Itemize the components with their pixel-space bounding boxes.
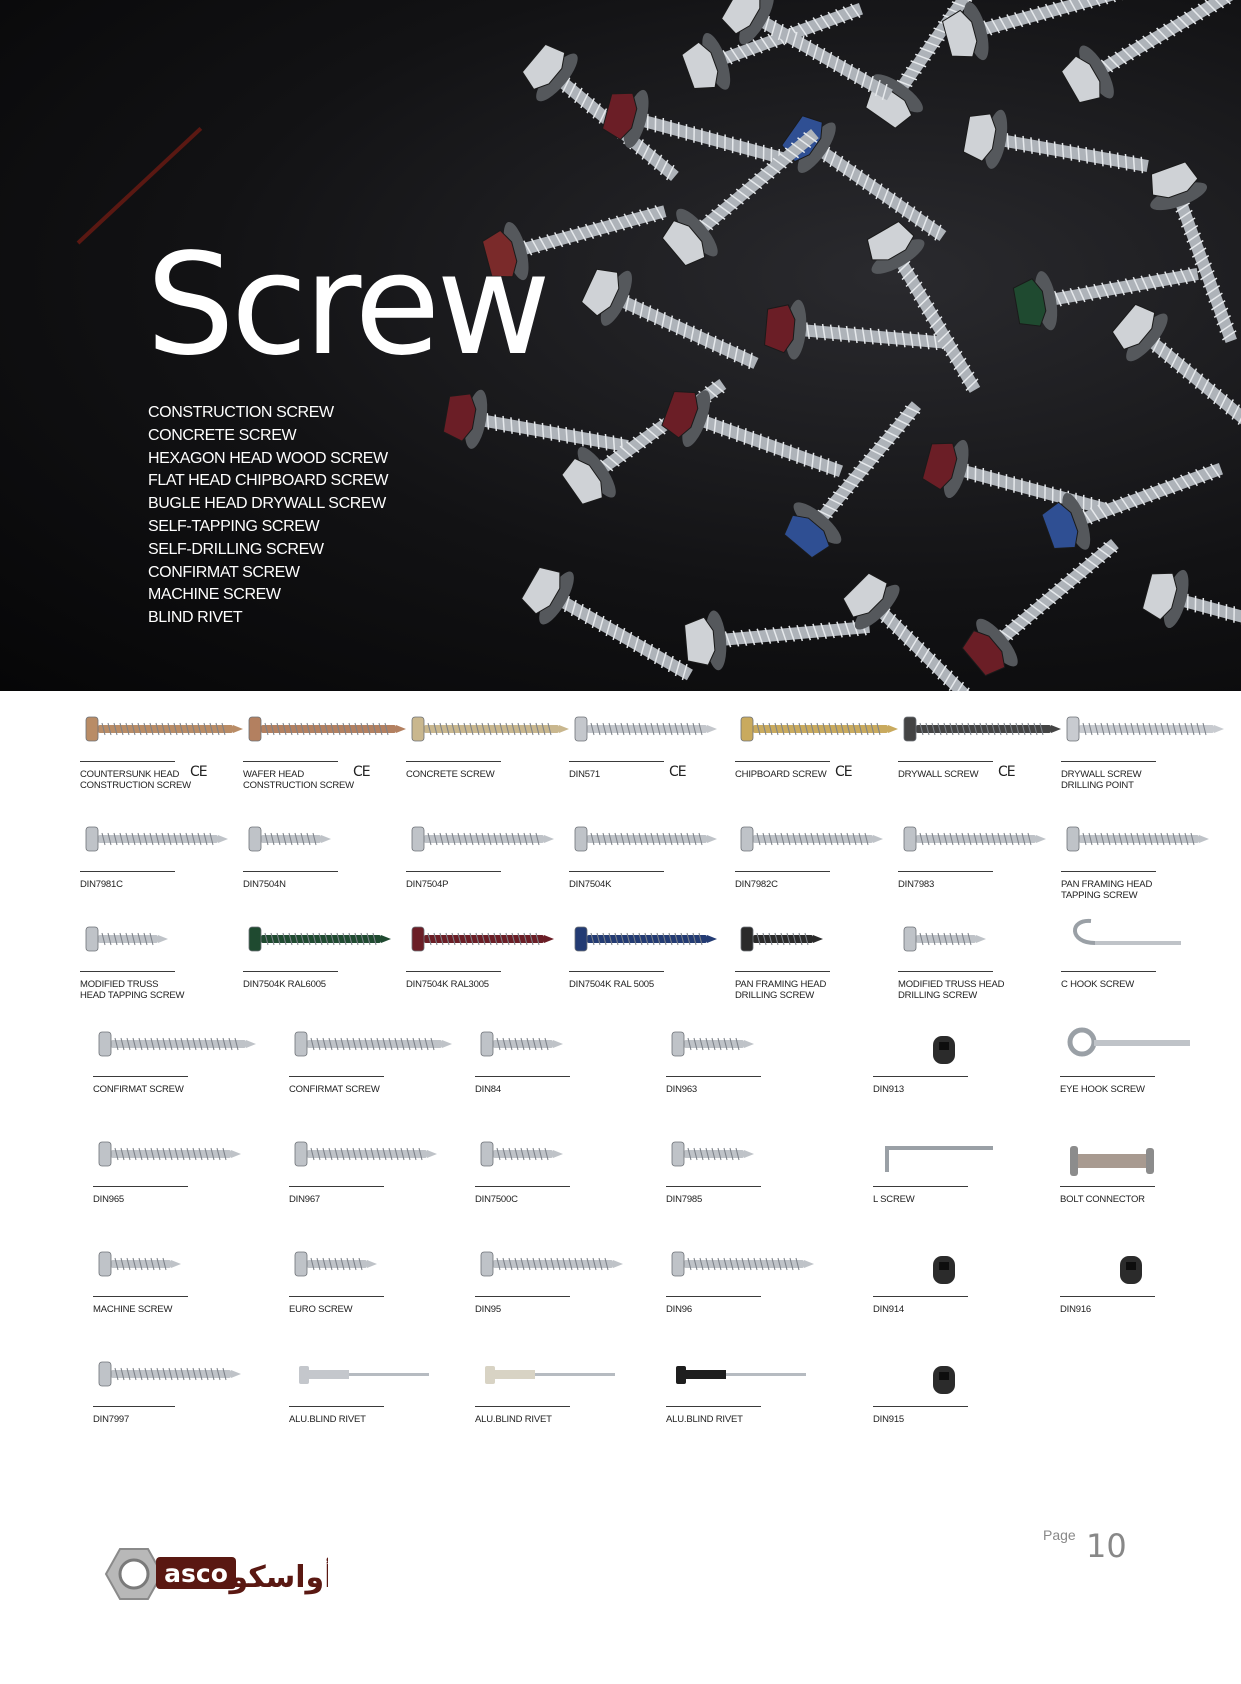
countersunk-machine-screw-icon (666, 1026, 816, 1072)
hero-screw (955, 521, 1135, 685)
product-label (406, 979, 556, 990)
product-label-text: DIN7504N (243, 879, 286, 890)
product-divider (475, 1406, 570, 1407)
product-label (406, 879, 556, 890)
confirmat-screw-icon (93, 1026, 243, 1072)
product-label-text: CONFIRMAT SCREW (93, 1084, 184, 1095)
product-divider (666, 1076, 761, 1077)
category-item: CONFIRMAT SCREW (148, 563, 300, 581)
product-grid (0, 691, 1241, 1511)
product-label (873, 1194, 1023, 1205)
thread-forming-screw-icon (475, 1136, 625, 1182)
product-label-text: DIN915 (873, 1414, 905, 1425)
bolt-connector-icon (1060, 1136, 1210, 1182)
product-divider (666, 1406, 761, 1407)
product-label-text: DIN96 (666, 1304, 692, 1315)
asco-logo (98, 1541, 328, 1607)
product-item (243, 711, 393, 791)
product-item (289, 1136, 439, 1205)
product-label-text: DIN7500C (475, 1194, 518, 1205)
product-item (898, 821, 1048, 890)
product-label-text: DIN7504P (406, 879, 449, 890)
product-label-text: CONFIRMAT SCREW (289, 1084, 380, 1095)
wafer-head-screw-icon (243, 711, 393, 757)
product-item (289, 1246, 439, 1315)
product-label (93, 1414, 243, 1425)
product-item (406, 711, 556, 780)
red-roofing-screw-icon (406, 921, 556, 967)
product-divider (93, 1076, 188, 1077)
product-divider (289, 1406, 384, 1407)
product-item (93, 1136, 243, 1205)
product-divider (898, 871, 993, 872)
product-label-text: DIN95 (475, 1304, 501, 1315)
hero-screw (516, 557, 705, 691)
product-divider (93, 1406, 175, 1407)
product-label-text: DRYWALL SCREW (898, 769, 979, 780)
category-item: CONCRETE SCREW (148, 426, 297, 444)
product-item (93, 1026, 243, 1095)
product-item (1061, 821, 1211, 901)
product-item (243, 821, 393, 890)
product-divider (569, 871, 664, 872)
hero-banner (0, 0, 1241, 691)
pan-drilling-screw-icon (243, 821, 393, 867)
product-label (475, 1304, 625, 1315)
product-label (666, 1304, 816, 1315)
product-item (1060, 1246, 1210, 1315)
green-roofing-screw-icon (243, 921, 393, 967)
product-divider (735, 871, 830, 872)
raised-countersunk-wood-screw-icon (93, 1356, 243, 1402)
product-item (406, 921, 556, 990)
product-label (569, 979, 719, 990)
product-label (289, 1414, 439, 1425)
white-blind-rivet-icon (475, 1356, 625, 1402)
brand-latin: asco (164, 1559, 228, 1588)
product-label (243, 879, 393, 890)
hero-screw (857, 216, 1001, 405)
hero-screw (775, 386, 939, 566)
product-label-text: DIN7504K RAL 5005 (569, 979, 654, 990)
product-divider (569, 761, 664, 762)
product-item (93, 1356, 243, 1425)
product-divider (289, 1186, 384, 1187)
product-label-text: MACHINE SCREW (93, 1304, 173, 1315)
product-item (873, 1136, 1023, 1205)
hex-drilling-screw-icon (569, 821, 719, 867)
product-item (898, 921, 1048, 1001)
product-item (80, 921, 230, 1001)
product-label-text: C HOOK SCREW (1061, 979, 1135, 990)
product-item (873, 1026, 1023, 1095)
product-label-text: DIN967 (289, 1194, 321, 1205)
raised-countersunk-wood-screw-icon (475, 1246, 625, 1292)
product-item (289, 1026, 439, 1095)
product-label (898, 764, 1048, 780)
product-divider (243, 971, 338, 972)
cup-point-set-screw-icon (1060, 1246, 1210, 1292)
product-label-text: DIN7504K RAL6005 (243, 979, 326, 990)
product-item (569, 921, 719, 990)
product-item (80, 821, 230, 890)
hero-screw (1011, 244, 1203, 335)
dog-point-set-screw-icon (873, 1356, 1023, 1402)
product-label-text: BOLT CONNECTOR (1060, 1194, 1145, 1205)
product-label (569, 764, 719, 780)
category-item: FLAT HEAD CHIPBOARD SCREW (148, 472, 389, 490)
product-label-text: ALU.BLIND RIVET (666, 1414, 743, 1425)
black-blind-rivet-icon (666, 1356, 816, 1402)
round-head-wood-screw-icon (666, 1246, 816, 1292)
product-divider (475, 1076, 570, 1077)
product-item (735, 711, 885, 780)
product-divider (873, 1406, 968, 1407)
product-divider (93, 1296, 188, 1297)
cone-point-set-screw-icon (873, 1246, 1023, 1292)
product-divider (1061, 761, 1156, 762)
product-label (243, 764, 393, 791)
product-label (93, 1084, 243, 1095)
product-label-text: DIN7504K RAL3005 (406, 979, 489, 990)
product-label (666, 1084, 816, 1095)
product-item (93, 1246, 243, 1315)
product-item (735, 821, 885, 890)
product-divider (243, 761, 338, 762)
product-divider (1061, 971, 1156, 972)
product-item (735, 921, 885, 1001)
truss-tapping-screw-icon (80, 921, 230, 967)
product-item (666, 1136, 816, 1205)
product-label-text: DIN914 (873, 1304, 905, 1315)
countersunk-tapping-screw-icon (735, 821, 885, 867)
hero-screw (658, 380, 851, 499)
pan-machine-screw-icon (666, 1136, 816, 1182)
countersunk-construction-screw-icon (80, 711, 230, 757)
product-divider (898, 761, 993, 762)
category-item: SELF-DRILLING SCREW (148, 540, 324, 558)
product-label-text: DIN571 (569, 769, 601, 780)
product-item (1060, 1136, 1210, 1205)
product-divider (289, 1296, 384, 1297)
product-label (80, 764, 230, 791)
product-divider (80, 971, 175, 972)
product-label-text: DIN963 (666, 1084, 698, 1095)
product-item (475, 1356, 625, 1425)
black-pan-drilling-screw-icon (735, 921, 885, 967)
product-item (289, 1356, 439, 1425)
product-item (1061, 711, 1211, 791)
product-divider (1060, 1076, 1155, 1077)
product-label-text: WAFER HEAD CONSTRUCTION SCREW (243, 769, 354, 791)
product-label (406, 769, 556, 780)
product-label-text: CHIPBOARD SCREW (735, 769, 827, 780)
product-label-text: ALU.BLIND RIVET (289, 1414, 366, 1425)
product-item (1060, 1026, 1210, 1095)
product-divider (666, 1186, 761, 1187)
hero-screw (1139, 562, 1241, 668)
product-label (475, 1414, 625, 1425)
hero-screw (684, 597, 873, 673)
hero-screw (939, 0, 1132, 68)
product-label-text: DIN913 (873, 1084, 905, 1095)
product-label (1061, 769, 1211, 791)
product-label (873, 1304, 1023, 1315)
product-divider (475, 1296, 570, 1297)
category-item: BUGLE HEAD DRYWALL SCREW (148, 495, 386, 513)
product-divider (289, 1076, 384, 1077)
product-item (406, 821, 556, 890)
product-divider (243, 871, 338, 872)
product-item (475, 1026, 625, 1095)
product-divider (898, 971, 993, 972)
product-divider (666, 1296, 761, 1297)
category-item: BLIND RIVET (148, 609, 243, 627)
product-label-text: CONCRETE SCREW (406, 769, 495, 780)
ce-mark: CE (353, 764, 370, 780)
page-number: 10 (1086, 1527, 1127, 1565)
ce-mark: CE (190, 764, 207, 780)
product-label-text: DIN7981C (80, 879, 123, 890)
product-label-text: COUNTERSUNK HEAD CONSTRUCTION SCREW (80, 769, 191, 791)
product-label-text: MODIFIED TRUSS HEAD DRILLING SCREW (898, 979, 1005, 1001)
product-divider (80, 871, 175, 872)
hero-screw (1038, 441, 1231, 560)
product-label-text: PAN FRAMING HEAD TAPPING SCREW (1061, 879, 1153, 901)
product-divider (735, 761, 830, 762)
ce-mark: CE (998, 764, 1015, 780)
product-label (666, 1414, 816, 1425)
blind-rivet-icon (289, 1356, 439, 1402)
product-item (873, 1246, 1023, 1315)
product-label (93, 1304, 243, 1315)
product-divider (735, 971, 830, 972)
product-item (1061, 921, 1211, 990)
product-divider (1060, 1296, 1155, 1297)
product-label-text: DIN916 (1060, 1304, 1092, 1315)
eye-hook-screw-icon (1060, 1026, 1210, 1072)
product-divider (475, 1186, 570, 1187)
product-label-text: EYE HOOK SCREW (1060, 1084, 1145, 1095)
cheese-head-screw-icon (475, 1026, 625, 1072)
product-label (898, 879, 1048, 890)
product-label (1061, 979, 1211, 990)
hero-screw (961, 105, 1153, 196)
pan-framing-tapping-screw-icon (1061, 821, 1211, 867)
product-label (1060, 1304, 1210, 1315)
countersunk-drilling-screw-icon (406, 821, 556, 867)
hero-screw (1056, 0, 1241, 113)
l-screw-icon (873, 1136, 1023, 1182)
product-item (569, 821, 719, 890)
product-label-text: DIN7997 (93, 1414, 130, 1425)
product-label-text: DIN7983 (898, 879, 935, 890)
c-hook-screw-icon (1061, 921, 1211, 967)
product-label (93, 1194, 243, 1205)
category-item: CONSTRUCTION SCREW (148, 404, 334, 421)
pan-tapping-screw-icon (80, 821, 230, 867)
product-divider (569, 971, 664, 972)
product-label (243, 979, 393, 990)
confirmat-screw-icon (289, 1026, 439, 1072)
product-divider (80, 761, 175, 762)
truss-drilling-screw-icon (898, 921, 1048, 967)
brand-arabic: أواسكو (229, 1560, 328, 1595)
set-screw-icon (873, 1026, 1023, 1072)
chipboard-screw-icon (735, 711, 885, 757)
machine-screw-icon (93, 1246, 243, 1292)
product-item (475, 1246, 625, 1315)
category-item: HEXAGON HEAD WOOD SCREW (148, 449, 388, 467)
pan-collar-screw-icon (289, 1136, 439, 1182)
hex-nut-logo-icon (98, 1541, 328, 1607)
ce-mark: CE (835, 764, 852, 780)
hero-screw (577, 258, 769, 390)
product-divider (1061, 871, 1156, 872)
product-label-text: EURO SCREW (289, 1304, 353, 1315)
hero-screw (775, 106, 960, 261)
product-item (666, 1026, 816, 1095)
product-label (1060, 1084, 1210, 1095)
product-item (569, 711, 719, 780)
hex-head-wood-screw-icon (569, 711, 719, 757)
product-label (1060, 1194, 1210, 1205)
hero-screw (678, 0, 871, 100)
category-item: SELF-TAPPING SCREW (148, 517, 320, 535)
product-label-text: PAN FRAMING HEAD DRILLING SCREW (735, 979, 827, 1001)
product-label (289, 1084, 439, 1095)
product-label (873, 1414, 1023, 1425)
product-item (475, 1136, 625, 1205)
product-label (475, 1194, 625, 1205)
drywall-screw-icon (898, 711, 1048, 757)
category-list (148, 402, 388, 630)
ce-mark: CE (669, 764, 686, 780)
product-label-text: DIN7982C (735, 879, 778, 890)
product-label (735, 879, 885, 890)
product-divider (93, 1186, 188, 1187)
product-label-text: DIN7504K (569, 879, 612, 890)
product-label (569, 879, 719, 890)
product-divider (406, 871, 501, 872)
product-label-text: MODIFIED TRUSS HEAD TAPPING SCREW (80, 979, 185, 1001)
raised-countersunk-screw-icon (898, 821, 1048, 867)
concrete-screw-icon (406, 711, 556, 757)
product-item (873, 1356, 1023, 1425)
product-label-text: L SCREW (873, 1194, 915, 1205)
product-label-text: DIN965 (93, 1194, 125, 1205)
product-label (666, 1194, 816, 1205)
page-label: Page (1043, 1527, 1076, 1543)
product-item (80, 711, 230, 791)
product-label (898, 979, 1048, 1001)
product-item (666, 1356, 816, 1425)
product-divider (406, 761, 501, 762)
product-label-text: DIN84 (475, 1084, 501, 1095)
product-label (475, 1084, 625, 1095)
product-label-text: DRYWALL SCREW DRILLING POINT (1061, 769, 1142, 791)
product-item (243, 921, 393, 990)
product-divider (406, 971, 501, 972)
product-item (898, 711, 1048, 780)
product-divider (1060, 1186, 1155, 1187)
drywall-drilling-screw-icon (1061, 711, 1211, 757)
product-label (1061, 879, 1211, 901)
product-divider (873, 1076, 968, 1077)
cross-countersunk-screw-icon (93, 1136, 243, 1182)
category-item: MACHINE SCREW (148, 586, 281, 604)
euro-screw-icon (289, 1246, 439, 1292)
product-divider (873, 1296, 968, 1297)
page-title: Screw (146, 224, 547, 387)
product-label (735, 764, 885, 780)
product-label (735, 979, 885, 1001)
hero-screw (515, 35, 695, 199)
product-label (80, 979, 230, 1001)
product-divider (873, 1186, 968, 1187)
product-label (289, 1304, 439, 1315)
product-label (873, 1084, 1023, 1095)
product-label (289, 1194, 439, 1205)
blue-roofing-screw-icon (569, 921, 719, 967)
product-label (80, 879, 230, 890)
product-label-text: ALU.BLIND RIVET (475, 1414, 552, 1425)
product-label-text: DIN7985 (666, 1194, 703, 1205)
product-item (666, 1246, 816, 1315)
